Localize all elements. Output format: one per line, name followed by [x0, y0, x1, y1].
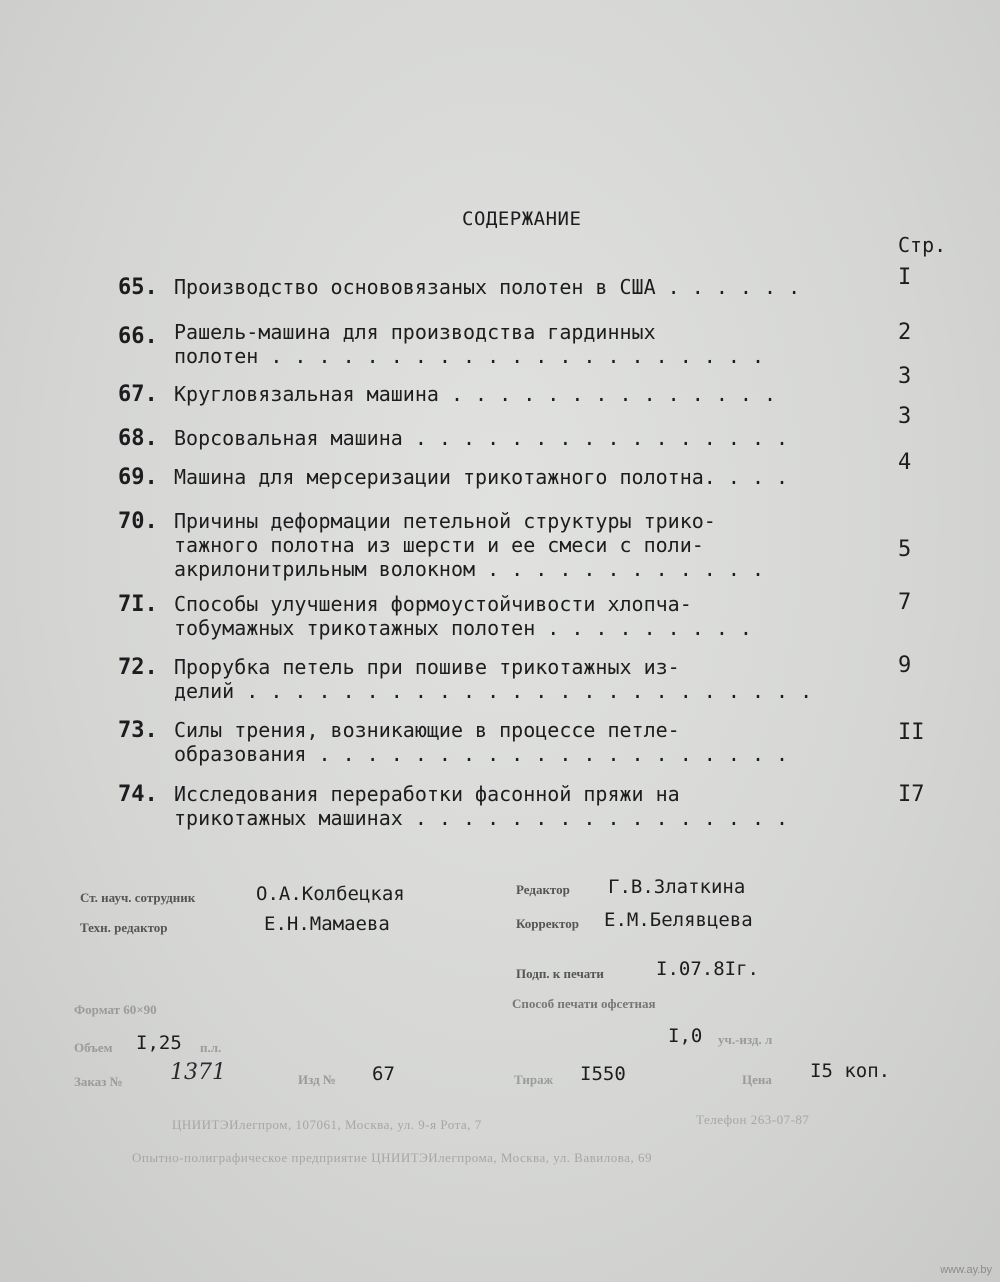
senior-researcher-name: О.А.Колбецкая — [256, 883, 405, 905]
toc-page: I — [898, 265, 912, 290]
site-watermark: www.ay.by — [940, 1264, 992, 1276]
volume-label: Объем — [74, 1040, 113, 1055]
senior-researcher-label: Ст. науч. сотрудник — [80, 890, 196, 905]
contents-heading: СОДЕРЖАНИЕ — [462, 208, 582, 230]
toc-page: 2 — [898, 320, 912, 345]
toc-number: 65. — [118, 275, 158, 300]
signed-label: Подп. к печати — [516, 966, 604, 981]
uch-izd-value: I,0 — [668, 1025, 703, 1047]
toc-page: 3 — [898, 404, 912, 429]
toc-number: 69. — [118, 465, 158, 490]
editor-label: Редактор — [516, 882, 570, 897]
toc-title: Исследования переработки фасонной пряжи на трикотажных машинах . . . . . . . . . . . . . . . . — [174, 782, 789, 830]
toc-page: I7 — [898, 782, 925, 807]
toc-title: Производство основовязаных полотен в США . . . . . . — [174, 275, 801, 299]
toc-number: 68. — [118, 426, 158, 451]
format-label: Формат 60×90 — [74, 1002, 157, 1017]
price-label: Цена — [742, 1072, 772, 1087]
tirazh-value: I550 — [580, 1063, 626, 1085]
order-number: 1371 — [170, 1060, 226, 1085]
publisher-phone: Телефон 263-07-87 — [696, 1112, 810, 1127]
toc-number: 66. — [118, 324, 158, 349]
editor-name: Г.В.Златкина — [608, 876, 746, 898]
toc-number: 70. — [118, 509, 158, 534]
tech-editor-name: Е.Н.Мамаева — [264, 913, 390, 935]
toc-number: 67. — [118, 382, 158, 407]
page-column-label: Стр. — [898, 233, 947, 257]
price-value: I5 коп. — [810, 1060, 891, 1082]
toc-number: 74. — [118, 782, 158, 807]
toc-number: 73. — [118, 718, 158, 743]
order-label: Заказ № — [74, 1074, 123, 1089]
toc-page: 7 — [898, 590, 912, 615]
izd-value: 67 — [372, 1063, 395, 1085]
uch-izd-label: уч.-изд. л — [718, 1032, 773, 1047]
corrector-name: Е.М.Белявцева — [604, 909, 753, 931]
toc-page: 3 — [898, 364, 912, 389]
toc-title: Рашель-машина для производства гардинных полотен . . . . . . . . . . . . . . . . . . . . . — [174, 320, 765, 368]
toc-title: Прорубка петель при пошиве трикотажных из- делий . . . . . . . . . . . . . . . . . . . . . . . . — [174, 655, 813, 703]
signed-date: I.07.8Iг. — [656, 958, 759, 980]
toc-number: 7I. — [118, 592, 158, 617]
toc-title: Ворсовальная машина . . . . . . . . . . . . . . . . — [174, 426, 789, 450]
toc-title: Машина для мерсеризации трикотажного полотна. . . . — [174, 465, 789, 489]
toc-page: II — [898, 720, 925, 745]
izd-label: Изд № — [298, 1072, 336, 1087]
publisher-address: ЦНИИТЭИлегпром, 107061, Москва, ул. 9-я Рота, 7 — [172, 1117, 482, 1132]
tirazh-label: Тираж — [514, 1072, 553, 1087]
tech-editor-label: Техн. редактор — [80, 920, 168, 935]
volume-value: I,25 — [136, 1032, 182, 1054]
toc-title: Силы трения, возникающие в процессе петле- образования . . . . . . . . . . . . . . . . . . . . — [174, 718, 789, 766]
toc-title: Кругловязальная машина . . . . . . . . . . . . . . — [174, 382, 777, 406]
volume-unit: п.л. — [200, 1040, 222, 1055]
toc-title: Способы улучшения формоустойчивости хлопча- тобумажных трикотажных полотен . . . . . . . . . — [174, 592, 752, 640]
toc-page: 4 — [898, 450, 912, 475]
toc-page: 9 — [898, 653, 912, 678]
corrector-label: Корректор — [516, 916, 579, 931]
toc-number: 72. — [118, 655, 158, 680]
print-method: Способ печати офсетная — [512, 996, 656, 1011]
toc-title: Причины деформации петельной структуры трико- тажного полотна из шерсти и ее смеси с поли- акрилонитрильным волокном . . . . . . . . . . . . — [174, 509, 765, 581]
toc-page: 5 — [898, 537, 912, 562]
printer-line: Опытно-полиграфическое предприятие ЦНИИТЭИлегпрома, Москва, ул. Вавилова, 69 — [132, 1150, 652, 1165]
